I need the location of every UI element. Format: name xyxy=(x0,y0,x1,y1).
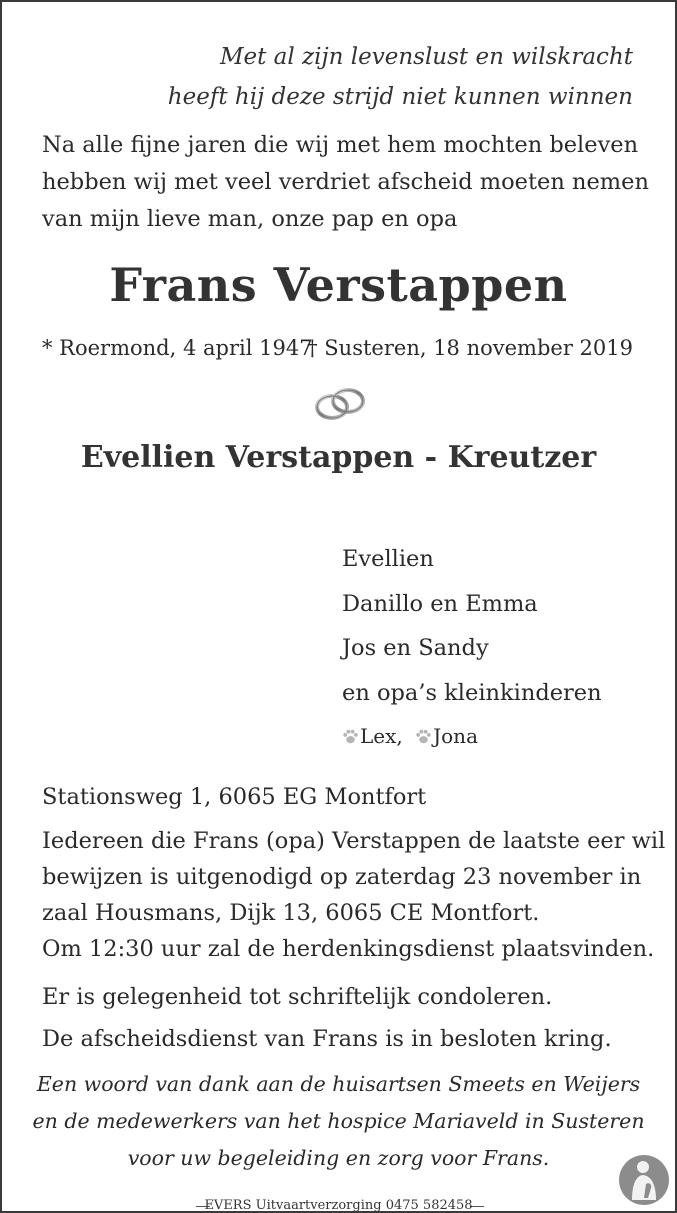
deceased-name: Frans Verstappen xyxy=(109,258,568,312)
wedding-rings-icon xyxy=(312,384,370,428)
thanks-line-3: voor uw begeleiding en zorg voor Frans. xyxy=(127,1146,550,1170)
service-line-6: De afscheidsdienst van Frans is in besloten kring. xyxy=(42,1026,612,1052)
service-line-1: Iedereen die Frans (opa) Verstappen de laatste eer wil xyxy=(42,828,666,854)
service-line-2: bewijzen is uitgenodigd op zaterdag 23 november in xyxy=(42,864,642,890)
service-line-5: Er is gelegenheid tot schriftelijk condoleren. xyxy=(42,984,553,1010)
motto-line-2: heeft hij deze strijd niet kunnen winnen xyxy=(167,84,633,110)
death-date: † Susteren, 18 november 2019 xyxy=(307,336,633,360)
service-line-3: zaal Housmans, Dijk 13, 6065 CE Montfort. xyxy=(42,900,540,926)
thanks-line-1: Een woord van dank aan de huisartsen Smeets en Weijers xyxy=(36,1072,641,1096)
undertaker-credit: EVERS Uitvaartverzorging 0475 582458 xyxy=(204,1198,473,1213)
paw-icon xyxy=(415,726,432,750)
home-address: Stationsweg 1, 6065 EG Montfort xyxy=(42,784,427,810)
thanks-line-2: en de medewerkers van het hospice Mariaveld in Susteren xyxy=(32,1109,645,1133)
intro-line-3: van mijn lieve man, onze pap en opa xyxy=(42,206,458,232)
pet-name-2: Jona xyxy=(433,724,478,748)
motto-line-1: Met al zijn levenslust en wilskracht xyxy=(219,44,633,70)
family-line-2: Danillo en Emma xyxy=(342,591,538,617)
family-line-3: Jos en Sandy xyxy=(342,635,489,661)
spouse-name: Evellien Verstappen - Kreutzer xyxy=(80,440,597,475)
service-line-4: Om 12:30 uur zal de herdenkingsdienst plaatsvinden. xyxy=(42,936,655,962)
intro-line-2: hebben wij met veel verdriet afscheid moeten nemen xyxy=(42,169,649,195)
memorial-logo-icon xyxy=(618,1154,670,1210)
family-line-1: Evellien xyxy=(342,546,434,572)
family-line-4: en opa’s kleinkinderen xyxy=(342,680,602,706)
intro-line-1: Na alle fijne jaren die wij met hem mochten beleven xyxy=(42,132,639,158)
pets-line xyxy=(342,724,478,750)
pet-name-1: Lex, xyxy=(360,724,403,748)
paw-icon xyxy=(342,726,359,750)
birth-date: * Roermond, 4 april 1947 xyxy=(42,336,313,360)
